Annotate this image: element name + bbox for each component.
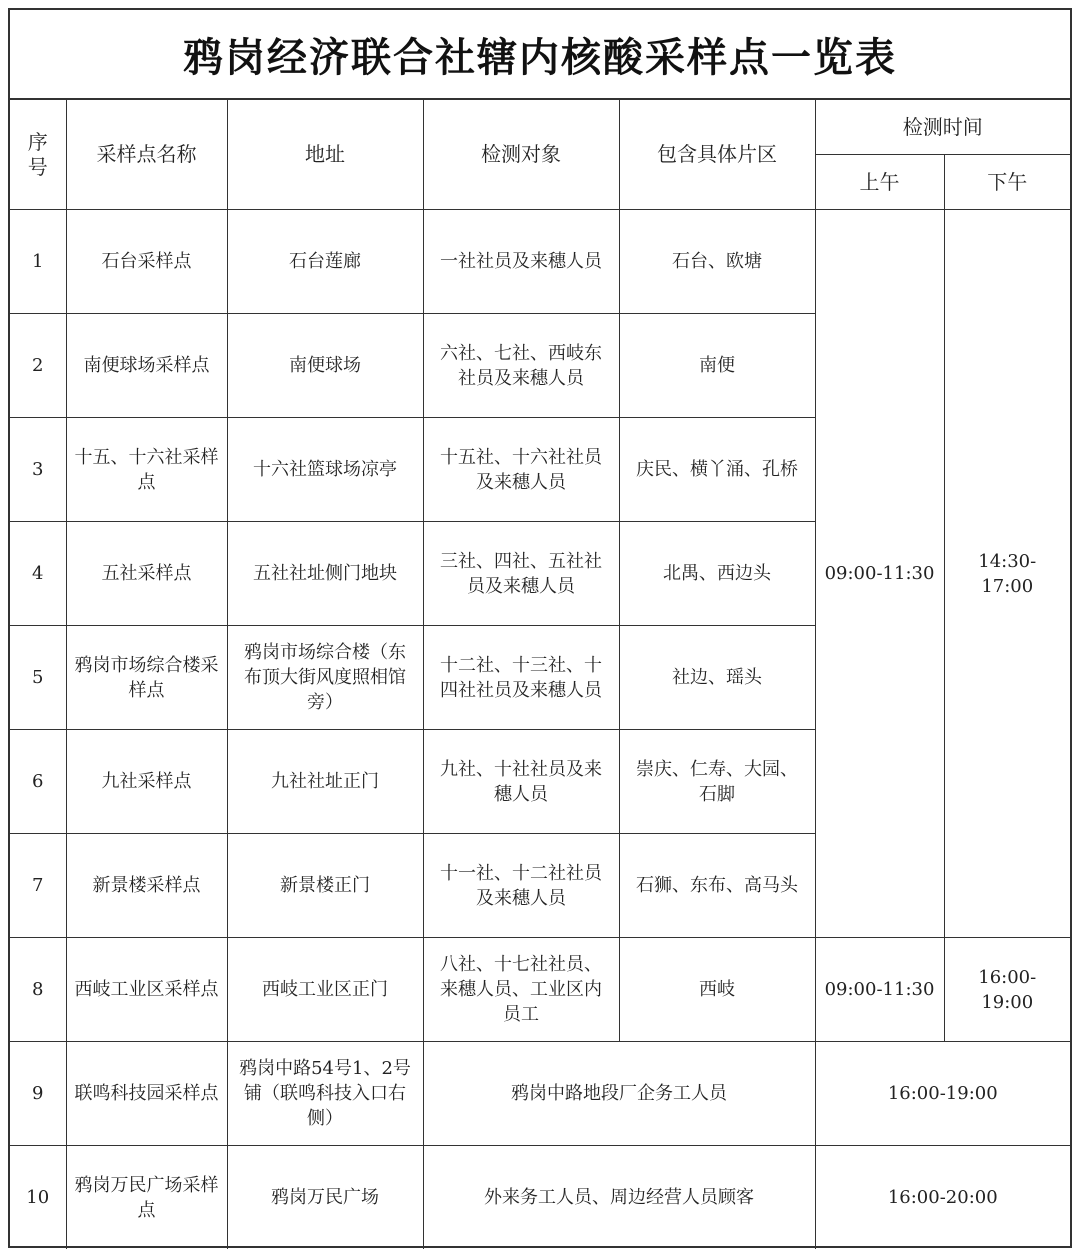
cell-address: 石台莲廊 (227, 210, 423, 314)
cell-target: 十一社、十二社社员及来穗人员 (423, 834, 619, 938)
cell-address: 新景楼正门 (227, 834, 423, 938)
cell-index: 10 (10, 1146, 66, 1250)
cell-name: 五社采样点 (66, 522, 227, 626)
cell-area: 社边、瑶头 (619, 626, 815, 730)
table-row (10, 938, 1070, 1042)
header-address: 地址 (227, 100, 423, 210)
cell-address: 九社社址正门 (227, 730, 423, 834)
cell-address: 西岐工业区正门 (227, 938, 423, 1042)
cell-name: 十五、十六社采样点 (66, 418, 227, 522)
cell-target: 三社、四社、五社社员及来穗人员 (423, 522, 619, 626)
table-row (10, 210, 1070, 314)
cell-name: 石台采样点 (66, 210, 227, 314)
cell-index: 6 (10, 730, 66, 834)
header-afternoon: 下午 (944, 155, 1070, 210)
header-time: 检测时间 (815, 100, 1070, 155)
cell-area: 石狮、东布、高马头 (619, 834, 815, 938)
cell-name: 鸦岗市场综合楼采样点 (66, 626, 227, 730)
cell-time: 16:00-20:00 (815, 1146, 1070, 1250)
cell-address: 鸦岗中路54号1、2号铺（联鸣科技入口右侧） (227, 1042, 423, 1146)
cell-name: 南便球场采样点 (66, 314, 227, 418)
cell-target: 十二社、十三社、十四社社员及来穗人员 (423, 626, 619, 730)
cell-morning-time: 09:00-11:30 (815, 210, 944, 938)
cell-target: 一社社员及来穗人员 (423, 210, 619, 314)
cell-name: 新景楼采样点 (66, 834, 227, 938)
cell-address: 南便球场 (227, 314, 423, 418)
cell-target-area: 外来务工人员、周边经营人员顾客 (423, 1146, 815, 1250)
table-row (10, 1146, 1070, 1250)
cell-target-area: 鸦岗中路地段厂企务工人员 (423, 1042, 815, 1146)
cell-index: 1 (10, 210, 66, 314)
cell-area: 南便 (619, 314, 815, 418)
cell-morning-time: 09:00-11:30 (815, 938, 944, 1042)
cell-address: 十六社篮球场凉亭 (227, 418, 423, 522)
cell-address: 鸦岗市场综合楼（东布顶大街风度照相馆旁） (227, 626, 423, 730)
header-area: 包含具体片区 (619, 100, 815, 210)
header-index: 序号 (10, 100, 66, 210)
header-row (10, 100, 1070, 155)
cell-name: 九社采样点 (66, 730, 227, 834)
cell-address: 五社社址侧门地块 (227, 522, 423, 626)
cell-index: 7 (10, 834, 66, 938)
cell-name: 联鸣科技园采样点 (66, 1042, 227, 1146)
cell-area: 庆民、横丫涌、孔桥 (619, 418, 815, 522)
cell-name: 西岐工业区采样点 (66, 938, 227, 1042)
cell-afternoon-time: 16:00-19:00 (944, 938, 1070, 1042)
cell-index: 5 (10, 626, 66, 730)
header-morning: 上午 (815, 155, 944, 210)
cell-index: 9 (10, 1042, 66, 1146)
cell-target: 九社、十社社员及来穗人员 (423, 730, 619, 834)
cell-area: 北禺、西边头 (619, 522, 815, 626)
header-name: 采样点名称 (66, 100, 227, 210)
cell-area: 西岐 (619, 938, 815, 1042)
cell-index: 4 (10, 522, 66, 626)
page-title: 鸦岗经济联合社辖内核酸采样点一览表 (10, 10, 1070, 100)
sampling-points-table (10, 100, 1070, 1249)
cell-index: 3 (10, 418, 66, 522)
cell-target: 十五社、十六社社员及来穗人员 (423, 418, 619, 522)
header-target: 检测对象 (423, 100, 619, 210)
table-row (10, 1042, 1070, 1146)
cell-time: 16:00-19:00 (815, 1042, 1070, 1146)
cell-index: 8 (10, 938, 66, 1042)
cell-index: 2 (10, 314, 66, 418)
cell-afternoon-time: 14:30-17:00 (944, 210, 1070, 938)
cell-address: 鸦岗万民广场 (227, 1146, 423, 1250)
cell-area: 崇庆、仁寿、大园、石脚 (619, 730, 815, 834)
cell-area: 石台、欧塘 (619, 210, 815, 314)
cell-target: 八社、十七社社员、来穗人员、工业区内员工 (423, 938, 619, 1042)
cell-name: 鸦岗万民广场采样点 (66, 1146, 227, 1250)
cell-target: 六社、七社、西岐东社员及来穗人员 (423, 314, 619, 418)
document-sheet (8, 8, 1072, 1248)
